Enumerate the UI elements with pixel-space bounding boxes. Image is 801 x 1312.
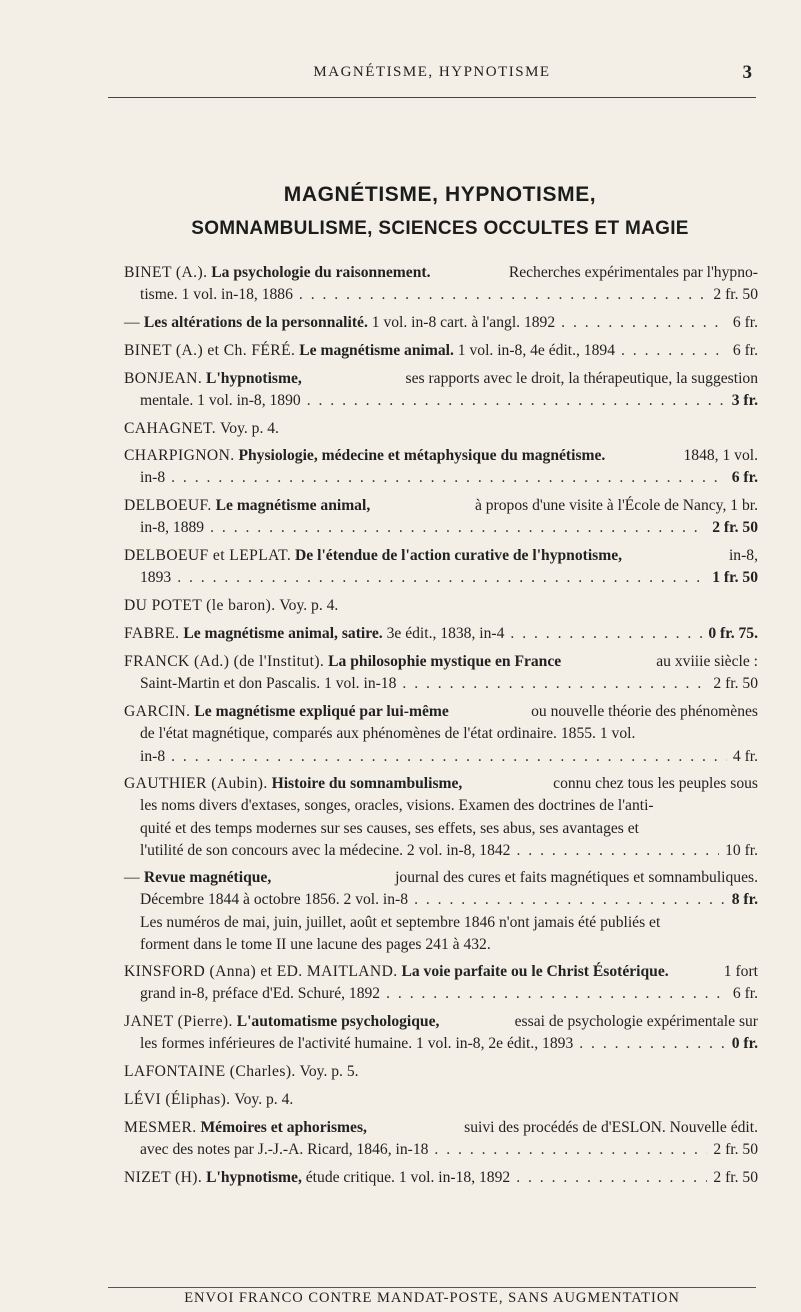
entry-price: 0 fr.: [731, 1035, 758, 1053]
entry-details: 1 fort: [723, 963, 758, 980]
entry-garcin: [124, 701, 758, 768]
entry-lafontaine: [124, 1061, 758, 1083]
entry-details-cont: de l'état magnétique, comparés aux phénomènes de l'état ordinaire. 1855. 1 vol.: [140, 725, 636, 743]
entry-author: BINET (A.).: [124, 264, 208, 281]
entry-price: 6 fr.: [732, 342, 758, 359]
entry-cahagnet: [124, 418, 758, 440]
entry-author: DELBOEUF et LEPLAT.: [124, 547, 292, 564]
entry-author: GARCIN.: [124, 703, 191, 720]
entry-title: Le magnétisme animal,: [215, 497, 371, 514]
entry-author: CAHAGNET.: [124, 420, 217, 437]
header-rule: [108, 97, 756, 98]
entry-price: 8 fr.: [731, 891, 758, 909]
entry-details: 1848, 1 vol.: [683, 447, 758, 464]
entry-details: à propos d'une visite à l'École de Nancy, 1 br.: [474, 497, 758, 514]
entry-price: 2 fr. 50: [712, 519, 758, 537]
entry-title: Physiologie, médecine et métaphysique du magnétisme.: [238, 447, 606, 464]
entry-details-cont: l'utilité de son concours avec la médecine. 2 vol. in-8, 1842: [140, 842, 511, 860]
running-head: [112, 64, 752, 86]
entry-author: LÉVI (Éliphas).: [124, 1091, 231, 1108]
entry-delboeuf-leplat: [124, 545, 758, 590]
entry-author: —: [124, 314, 140, 331]
entry-price: 1 fr. 50: [712, 569, 758, 587]
entry-details: essai de psychologie expérimentale sur: [514, 1013, 758, 1030]
entry-details: Recherches expérimentales par l'hypno-: [508, 264, 758, 281]
entry-author: BINET (A.) et Ch. FÉRÉ.: [124, 342, 296, 359]
entry-details-cont: grand in-8, préface d'Ed. Schuré, 1892: [140, 985, 381, 1003]
entry-title: Mémoires et aphorismes,: [200, 1119, 367, 1136]
entry-price: 2 fr. 50: [713, 1141, 758, 1159]
entry-details: ou nouvelle théorie des phénomènes: [531, 703, 758, 720]
entry-price: 2 fr. 50: [713, 675, 758, 693]
entry-binet-fere: [124, 340, 758, 362]
entry-author: DELBOEUF.: [124, 497, 212, 514]
entry-mesmer: [124, 1117, 758, 1162]
entry-details-cont: 1893: [140, 569, 172, 587]
entry-author: GAUTHIER (Aubin).: [124, 775, 268, 792]
entry-gauthier: [124, 773, 758, 863]
entry-note: Les numéros de mai, juin, juillet, août et septembre 1846 n'ont jamais été publiés et: [140, 913, 661, 931]
entry-details-cont: les formes inférieures de l'activité humaine. 1 vol. in-8, 2e édit., 1893: [140, 1035, 574, 1053]
entry-price: 6 fr.: [732, 985, 758, 1003]
entry-author: LAFONTAINE (Charles).: [124, 1063, 296, 1080]
entry-details: au xviiie siècle :: [656, 653, 758, 670]
entry-details: Voy. p. 5.: [299, 1063, 359, 1080]
entry-janet: [124, 1011, 758, 1056]
entry-details: connu chez tous les peuples sous: [553, 775, 758, 792]
entry-details-cont: les noms divers d'extases, songes, oracles, visions. Examen des doctrines de l'anti-: [140, 797, 654, 815]
entry-details-cont: in-8: [140, 747, 166, 765]
entry-price: 10 fr.: [725, 842, 758, 860]
entry-binet-alterations: [124, 312, 758, 334]
entry-details: suivi des procédés de d'ESLON. Nouvelle édit.: [464, 1119, 758, 1136]
running-title: MAGNÉTISME, HYPNOTISME: [313, 64, 551, 80]
entry-binet-psychologie: [124, 262, 758, 307]
entry-bonjean: [124, 368, 758, 413]
entry-charpignon: [124, 445, 758, 490]
entry-revue-magnetique: [124, 867, 758, 957]
entry-details-cont: quité et des temps modernes sur ses causes, ses effets, ses abus, ses avantages et: [140, 819, 640, 837]
entry-title: L'hypnotisme,: [206, 370, 302, 387]
entry-title: La philosophie mystique en France: [328, 653, 562, 670]
entry-author: JANET (Pierre).: [124, 1013, 233, 1030]
entry-price: 4 fr.: [732, 747, 758, 765]
entry-title: Le magnétisme expliqué par lui-même: [194, 703, 449, 720]
section-title-line1: MAGNÉTISME, HYPNOTISME,: [283, 183, 597, 206]
entry-details: étude critique. 1 vol. in-18, 1892: [305, 1169, 511, 1186]
entry-title: L'hypnotisme,: [206, 1169, 302, 1186]
entry-details: in-8,: [728, 547, 758, 564]
entry-details-cont: Décembre 1844 à octobre 1856. 2 vol. in-8: [140, 891, 409, 909]
entry-title: Le magnétisme animal, satire.: [183, 625, 383, 642]
entry-price: 2 fr. 50: [713, 286, 758, 304]
entry-author: —: [124, 869, 140, 886]
entry-author: FABRE.: [124, 625, 180, 642]
entry-details: 1 vol. in-8, 4e édit., 1894: [457, 342, 615, 359]
entry-details: ses rapports avec le droit, la thérapeutique, la suggestion: [405, 370, 758, 387]
entry-author: FRANCK (Ad.) (de l'Institut).: [124, 653, 325, 670]
entry-title: Les altérations de la personnalité.: [143, 314, 368, 331]
entry-price: 3 fr.: [731, 392, 758, 410]
entry-price: 6 fr.: [732, 314, 758, 331]
entry-title: De l'étendue de l'action curative de l'hypnotisme,: [295, 547, 623, 564]
entry-details: 1 vol. in-8 cart. à l'angl. 1892: [371, 314, 556, 331]
footer-rule: [108, 1287, 756, 1288]
entry-title: La voie parfaite ou le Christ Ésotérique.: [401, 963, 669, 980]
entry-details: Voy. p. 4.: [279, 597, 339, 614]
entry-title: La psychologie du raisonnement.: [211, 264, 431, 281]
entry-author: MESMER.: [124, 1119, 197, 1136]
entry-details-cont: tisme. 1 vol. in-18, 1886: [140, 286, 293, 304]
entry-details: Voy. p. 4.: [234, 1091, 294, 1108]
entry-details: 3e édit., 1838, in-4: [386, 625, 505, 642]
entry-details-cont: in-8, 1889: [140, 519, 205, 537]
entry-author: DU POTET (le baron).: [124, 597, 276, 614]
entry-details: Voy. p. 4.: [220, 420, 279, 437]
entry-price: 2 fr. 50: [713, 1169, 758, 1186]
entry-author: BONJEAN.: [124, 370, 203, 387]
entry-title: Le magnétisme animal.: [299, 342, 454, 359]
entry-details: journal des cures et faits magnétiques et somnambuliques.: [395, 869, 758, 886]
section-title-line2: SOMNAMBULISME, SCIENCES OCCULTES ET MAGIE: [191, 218, 689, 239]
entry-franck: [124, 651, 758, 696]
entry-author: CHARPIGNON.: [124, 447, 235, 464]
entry-details-cont: Saint-Martin et don Pascalis. 1 vol. in-18: [140, 675, 397, 693]
entry-price: 0 fr. 75.: [708, 625, 758, 642]
entry-author: NIZET (H).: [124, 1169, 203, 1186]
entry-price: 6 fr.: [731, 469, 758, 487]
entry-details-cont: avec des notes par J.-J.-A. Ricard, 1846, in-18: [140, 1141, 429, 1159]
entry-details-cont: in-8: [140, 469, 166, 487]
entry-delboeuf: [124, 495, 758, 540]
entry-kinsford: [124, 961, 758, 1006]
entry-du-potet: [124, 595, 758, 617]
entry-fabre: [124, 623, 758, 645]
footer-notice: ENVOI FRANCO CONTRE MANDAT-POSTE, SANS AUGMENTATION: [184, 1290, 680, 1306]
entry-details-cont: mentale. 1 vol. in-8, 1890: [140, 392, 301, 410]
entry-title: L'automatisme psychologique,: [236, 1013, 440, 1030]
entry-author: KINSFORD (Anna) et ED. MAITLAND.: [124, 963, 398, 980]
entry-levi: [124, 1089, 758, 1111]
entry-nizet: [124, 1167, 758, 1189]
entry-title: Histoire du somnambulisme,: [271, 775, 463, 792]
entry-note: forment dans le tome II une lacune des pages 241 à 432.: [140, 936, 491, 954]
entry-title: Revue magnétique,: [143, 869, 272, 886]
page-number: 3: [742, 62, 752, 83]
